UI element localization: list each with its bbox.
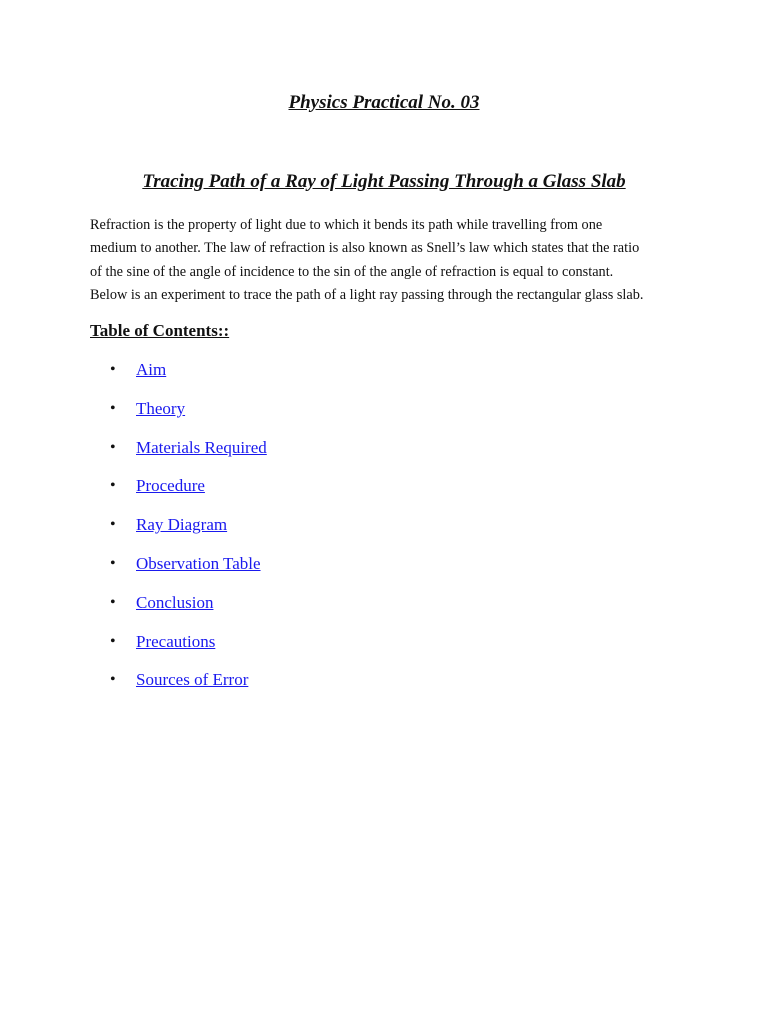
toc-link-conclusion[interactable]: Conclusion [136, 592, 214, 612]
bullet-icon: • [110, 399, 116, 417]
bullet-icon: • [110, 554, 116, 572]
bullet-icon: • [110, 671, 116, 689]
toc-heading: Table of Contents:: [90, 321, 230, 340]
bullet-icon: • [110, 361, 116, 378]
intro-line: medium to another. The law of refraction is also known as Snell’s law which states that the ratio [90, 240, 640, 257]
bullet-icon: • [110, 632, 116, 650]
intro-line: of the sine of the angle of incidence to the sin of the angle of refraction is equal to constant. [90, 263, 614, 280]
toc-link-sources-of-error[interactable]: Sources of Error [136, 670, 249, 690]
bullet-icon: • [110, 593, 116, 611]
bullet-icon: • [110, 516, 116, 534]
toc-link-materials-required[interactable]: Materials Required [136, 437, 267, 457]
bullet-icon: • [110, 438, 116, 456]
intro-paragraph [90, 214, 690, 307]
intro-line: Refraction is the property of light due to which it bends its path while travelling from one [90, 217, 603, 233]
bullet-icon: • [110, 477, 116, 495]
toc-link-ray-diagram[interactable]: Ray Diagram [136, 515, 228, 535]
intro-line: Below is an experiment to trace the path of a light ray passing through the rectangular glass slab. [90, 286, 644, 303]
toc-link-observation-table[interactable]: Observation Table [136, 553, 261, 573]
toc-link-precautions[interactable]: Precautions [136, 631, 216, 651]
toc-link-aim[interactable]: Aim [136, 360, 167, 379]
toc-link-procedure[interactable]: Procedure [136, 476, 205, 496]
document-title: Physics Practical No. 03 [288, 92, 480, 113]
toc-link-theory[interactable]: Theory [136, 398, 186, 418]
document-subtitle: Tracing Path of a Ray of Light Passing Through a Glass Slab [142, 171, 626, 192]
